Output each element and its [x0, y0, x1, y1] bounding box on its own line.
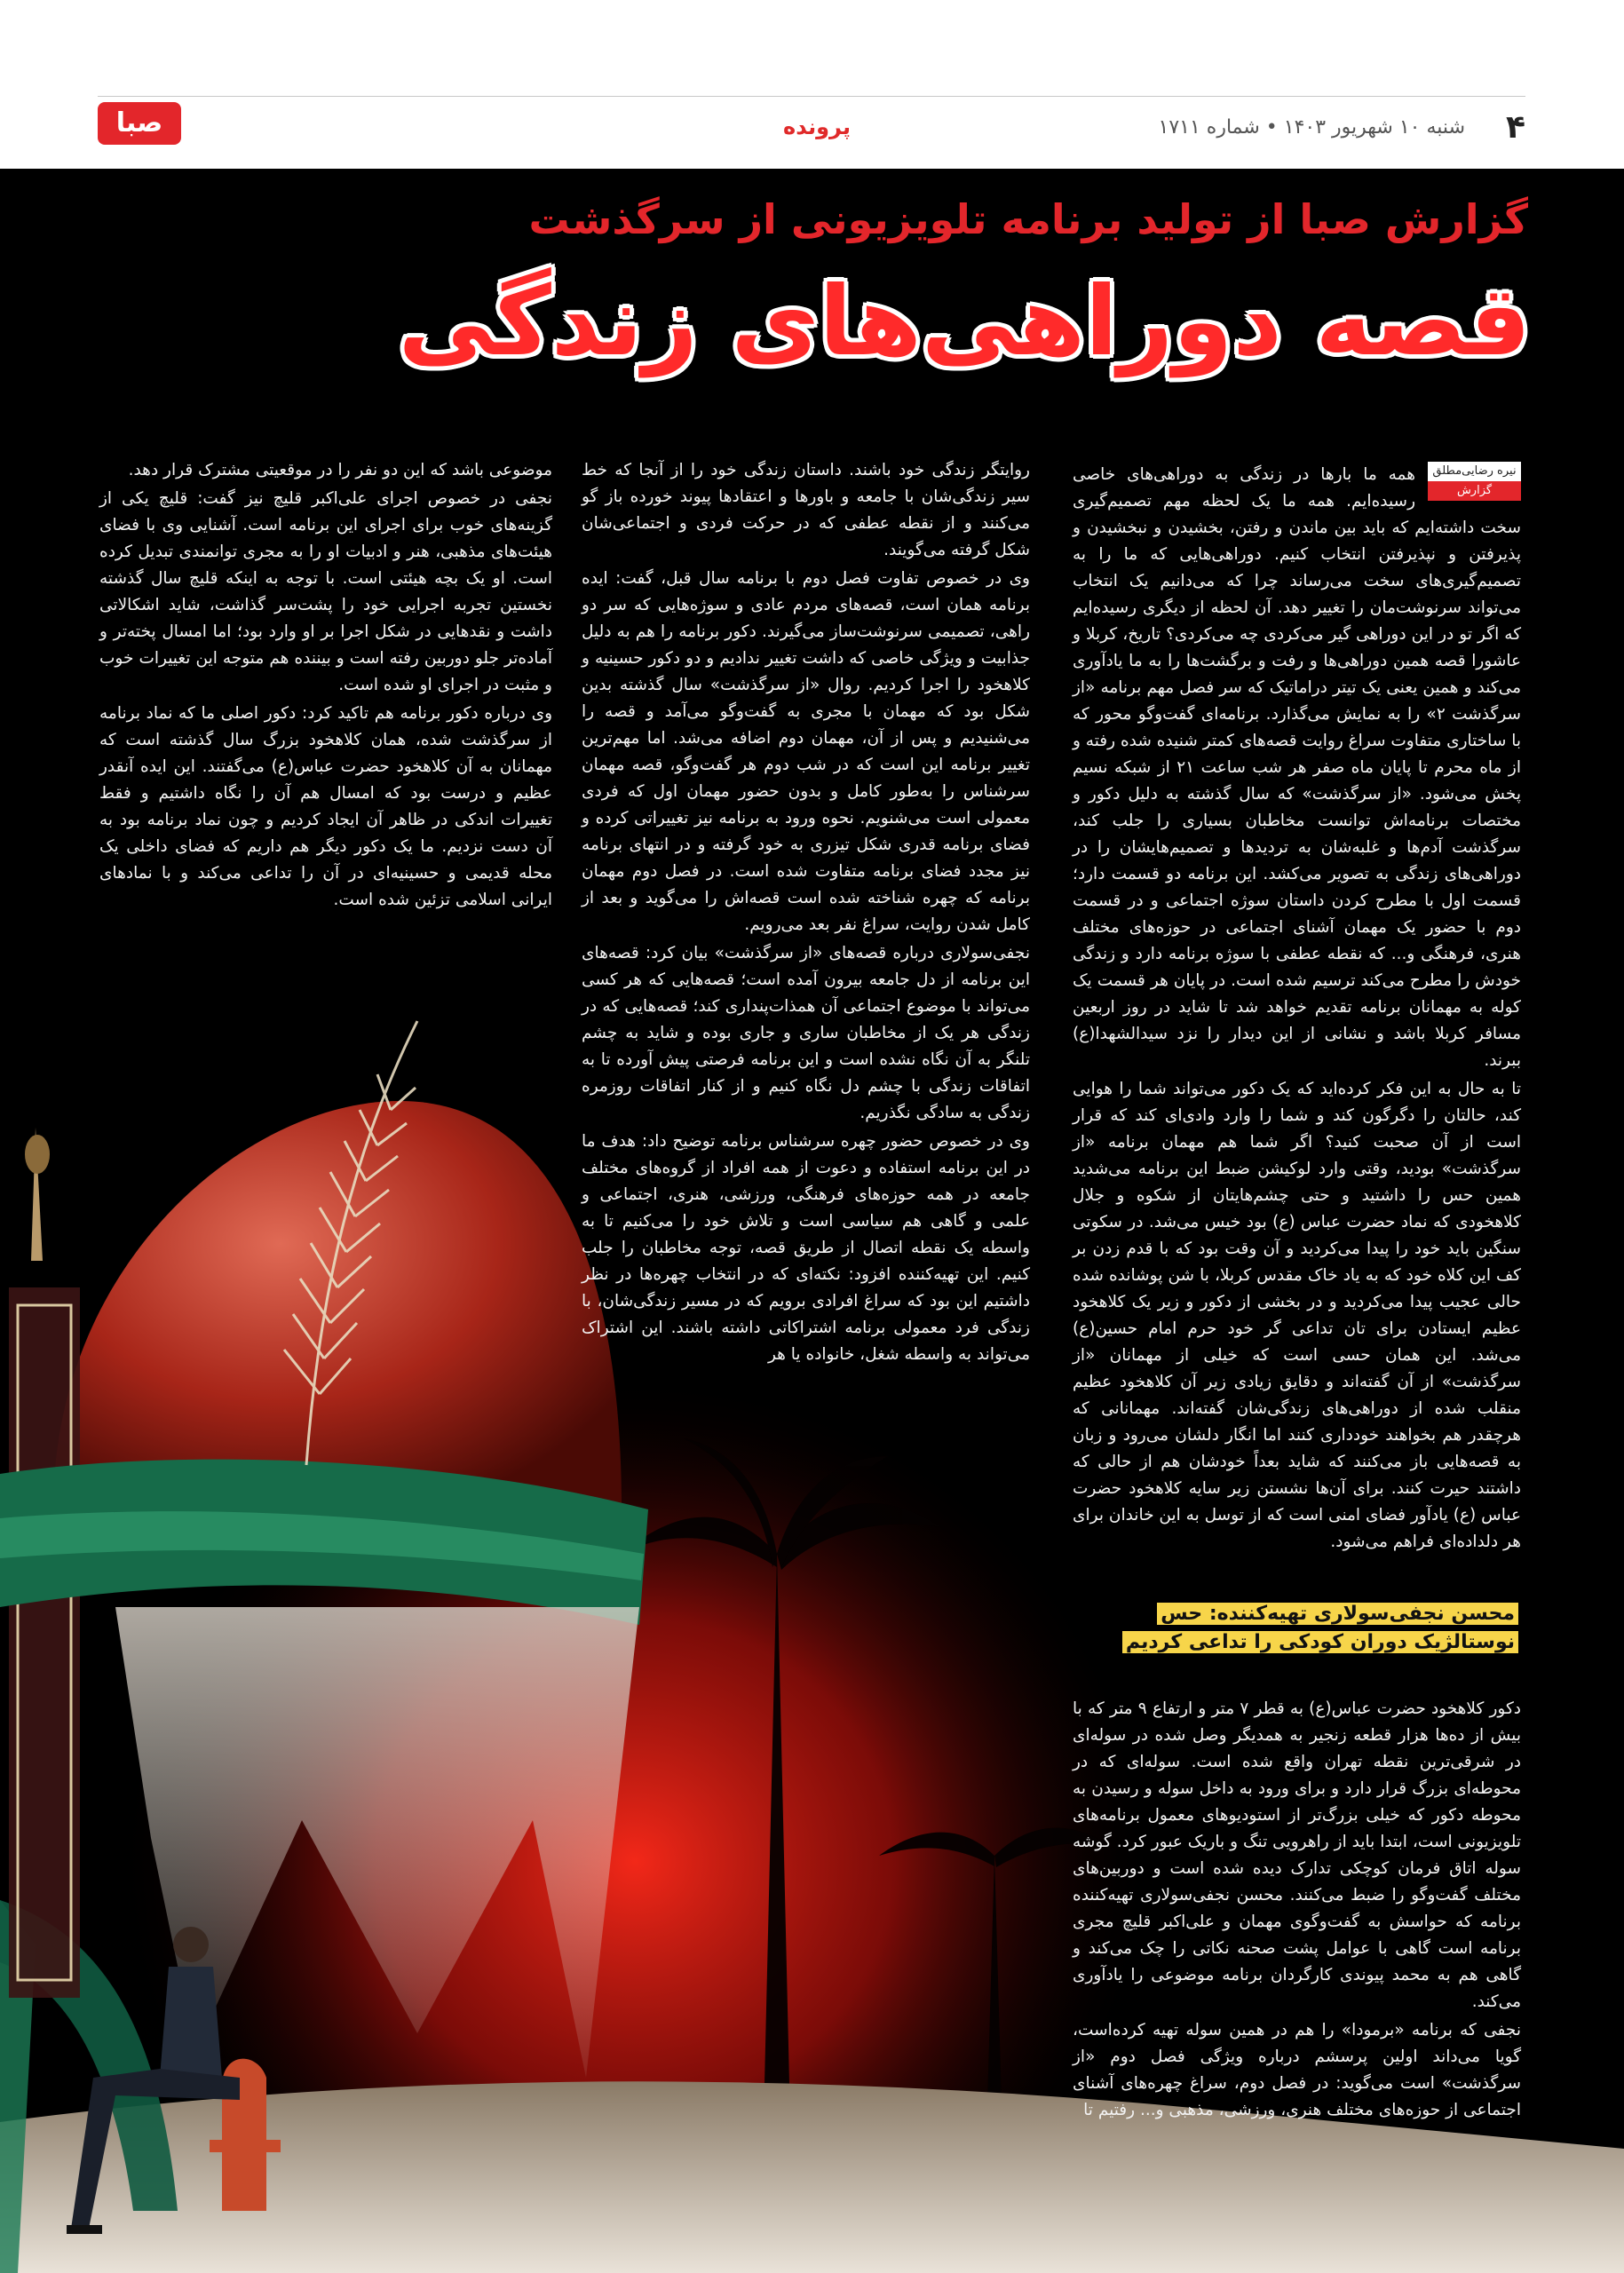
article-column-right [1073, 462, 1521, 1557]
paragraph: نجفی در خصوص اجرای علی‌اکبر قلیچ نیز گفت: قلیچ یکی از گزینه‌های خوب برای اجرای این برنامه است. آشنایی وی با فضای هیئت‌های مذهبی، هنر و ادبیات او را به مجری توانمندی تبدیل کرده است. او یک بچه هیئتی است. با توجه به اینکه قلیچ سال گذشته نخستین تجربه اجرایی خود را پشت‌سر گذاشت، شاید اشکالاتی داشت و نقدهایی در شکل اجرا بر او وارد بود؛ اما امسال پخته‌تر و آماده‌تر جلو دوربین رفته است و بیننده هم متوجه این تغییرات خوب و مثبت در اجرای او شده است. [99, 489, 552, 694]
paragraph: موضوعی باشد که این دو نفر را در موقعیتی مشترک قرار دهد. [128, 461, 552, 479]
paragraph: همه ما بارها در زندگی به دوراهی‌های خاصی رسیده‌ایم. همه ما یک لحظه مهم تصمیم‌گیری سخت داشته‌ایم که باید بین ماندن و رفتن، بخشیدن و نبخشیدن و پذیرفتن و نپذیرفتن انتخاب کنیم. دوراهی‌هایی که ما را به تصمیم‌گیری‌های سخت می‌رساند چرا که می‌دانیم یک انتخاب می‌تواند سرنوشت‌مان را تغییر دهد. آن لحظه از دیگری رسیده‌ایم که اگر تو در این دوراهی گیر می‌کردی چه می‌کردی؟ تاریخ، کربلا و عاشورا قصه همین دوراهی‌ها و رفت و برگشت‌ها را به ما یادآوری می‌کند و همین یعنی یک تیتر دراماتیک که سر فصل مهم برنامه «از سرگذشت ۲» را به نمایش می‌گذارد. برنامه‌ای گفت‌وگو محور که با ساختاری متفاوت سراغ روایت قصه‌های کمتر شنیده شده رفته و از ماه محرم تا پایان ماه صفر هر شب ساعت ۲۱ از شبکه نسیم پخش می‌شود. «از سرگذشت» که سال گذشته به دلیل دکور و مختصات برنامه‌اش توانست مخاطبان بسیاری را جلب کند، سرگذشت آدم‌ها و غلبه‌شان به تردیدها و تصمیم‌هایشان را در دوراهی‌های زندگی به تصویر می‌کشد. این برنامه دو قسمت دارد؛ قسمت اول با مطرح کردن داستان سوژه اجتماعی و در قسمت دوم با حضور یک مهمان آشنای اجتماعی در حوزه‌های مختلف هنری، فرهنگی و... که نقطه عطفی با سوژه برنامه دارد و زندگی خودش را مطرح می‌کند ترسیم شده است. در پایان هر قسمت یک کوله به مهمانان برنامه تقدیم خواهد شد تا شاید در روز اربعین مسافر کربلا باشد و نشانی از این دیدار را نزد سیدالشهدا(ع) ببرند. [1072, 465, 1521, 1070]
subhead-text: محسن نجفی‌سولاری تهیه‌کننده: حس نوستالژیک دوران کودکی را تداعی کردیم [1122, 1603, 1518, 1653]
logo-text: صبا [115, 107, 163, 139]
issue-info: شنبه ۱۰ شهریور ۱۴۰۳ • شماره ۱۷۱۱ [1158, 116, 1465, 139]
paragraph: نجفی‌سولاری درباره قصه‌های «از سرگذشت» بیان کرد: قصه‌های این برنامه از دل جامعه بیرون آمده است؛ قصه‌هایی که هر کسی می‌تواند با موضوع اجتماعی آن همذات‌پنداری کند؛ قصه‌هایی که در زندگی هر یک از مخاطبان ساری و جاری بوده و شاید به چشم تلنگر به آن نگاه نشده است و این برنامه فرصتی پیش آورده تا به اتفاقات زندگی با چشم دل نگاه کنیم و از کنار اتفاقات روزمره زندگی به سادگی نگذریم. [582, 944, 1030, 1122]
article-title: قصه دوراهی‌های زندگی [398, 266, 1531, 377]
paragraph: وی در خصوص تفاوت فصل دوم با برنامه سال قبل، گفت: ایده برنامه همان است، قصه‌های مردم عادی و سوژه‌هایی که سر دو راهی، تصمیمی سرنوشت‌ساز می‌گیرند. دکور برنامه را هم به دلیل جذابیت و ویژگی خاصی که داشت تغییر ندادیم و دو دکور حسینیه و کلاهخود را اجرا کردیم. روال «از سرگذشت» سال گذشته بدین شکل بود که مهمان با مجری به گفت‌وگو می‌آمد و قصه را می‌شنیدیم و پس از آن، مهمان دوم اضافه می‌شد. اما مهم‌ترین تغییر برنامه این است که در شب دوم هر گفت‌وگو، قصه مهمان سرشناس را به‌طور کامل و بدون حضور مهمان اول که فردی معمولی است می‌شنویم. نحوه ورود به برنامه نیز تغییراتی کرده و فضای برنامه قدری شکل تیزری به خود گرفته و در انتهای برنامه نیز مجدد فضای برنامه متفاوت شده است. در فصل دوم مهمان برنامه که چهره شناخته شده است قصه‌اش را می‌گوید و بعد از کامل شدن روایت، سراغ نفر بعد می‌رویم. [582, 569, 1030, 934]
page-number: ۴ [1506, 109, 1525, 146]
paragraph: وی درباره دکور برنامه هم تاکید کرد: دکور اصلی ما که نماد برنامه از سرگذشت شده، همان کلاهخود بزرگ سال گذشته است که مهمانان به آن کلاهخود حضرت عباس(ع) می‌گفتند. این ایده آنقدر عظیم و درست بود که امسال هم آن را نگاه داشتیم و فقط تغییرات اندکی در ظاهر آن ایجاد کردیم و چون نماد برنامه بود به آن دست نزدیم. ما یک دکور دیگر هم داریم که فضای داخلی یک محله قدیمی و حسینیه‌ای در آن را تداعی می‌کند و با نمادهای ایرانی اسلامی تزئین شده است. [99, 704, 552, 909]
paragraph: روایتگر زندگی خود باشند. داستان زندگی خود را از آنجا که خط سیر زندگی‌شان با جامعه و باورها و اعتقادها پیوند خورده باز گو می‌کنند و از نقطه عطفی که در حرکت فردی و اجتماعی‌شان شکل گرفته می‌گویند. [582, 461, 1030, 559]
article-column-right-lower [1073, 1696, 1521, 2126]
article-column-middle [582, 457, 1030, 1370]
paragraph: نجفی که برنامه «برمودا» را هم در همین سوله تهیه کرده‌است، گویا می‌داند اولین پرسشم درباره ویژگی فصل دوم «از سرگذشت» است می‌گوید: در فصل دوم، سراغ چهره‌های آشنای اجتماعی از حوزه‌های مختلف هنری، ورزشی، مذهبی و... رفتیم تا [1073, 2021, 1521, 2119]
paragraph: وی در خصوص حضور چهره سرشناس برنامه توضیح داد: هدف ما در این برنامه استفاده و دعوت از همه افراد از گروه‌های مختلف جامعه در همه حوزه‌های فرهنگی، ورزشی، هنری، اجتماعی و علمی و گاهی هم سیاسی است و تلاش خود را می‌کنیم تا به واسطه یک نقطه اتصال از طریق قصه، توجه مخاطبان را جلب کنیم. این تهیه‌کننده افزود: نکته‌ای که در انتخاب چهره‌ها در نظر داشتیم این بود که سراغ افرادی برویم که در مسیر زندگی‌شان، با زندگی فرد معمولی برنامه اشتراکاتی داشته باشند. این اشتراک می‌تواند به واسطه شغل، خانواده یا هر [582, 1132, 1030, 1364]
interview-subhead [1074, 1600, 1518, 1657]
article-supertitle: گزارش صبا از تولید برنامه تلویزیونی از سرگذشت [528, 195, 1528, 243]
paragraph: تا به حال به این فکر کرده‌اید که یک دکور می‌تواند شما را هوایی کند، حالتان را دگرگون کند و شما را وارد وادی‌ای کند که قرار است از آن صحبت کنید؟ اگر شما هم مهمان برنامه «از سرگذشت» بودید، وقتی وارد لوکیشن ضبط این برنامه می‌شدید همین حس را داشتید و حتی چشم‌هایتان از شکوه و جلال کلاهخودی که نماد حضرت عباس (ع) بود خیس می‌شد. در سکوتی سنگین باید خود را پیدا می‌کردید و آن وقت بود که با قدم زدن بر کف این کلاه خود که به یاد خاک مقدس کربلا، با شن پوشانده شده حالی عجیب پیدا می‌کردید و در بخشی از دکور و زیر یک کلاهخود عظیم ایستادن برای تان تداعی گر خود حرم امام حسین(ع) می‌شد. این همان حسی است که خیلی از مهمانان «از سرگذشت» از آن گفته‌اند و دقایق زیادی زیر آن کلاهخود عظیم منقلب شده از دوراهی‌های زندگی‌شان گفته‌اند. مهمانانی که هرچقدر هم بخواهند خودداری کنند اما انگار دلشان می‌رود و زبان به قصه‌هایی باز می‌کنند که شاید بعداً خودشان هم از حالی که داشتند حیرت کنند. برای آن‌ها نشستن زیر سایه کلاهخود حضرت عباس (ع) یادآور فضای امنی است که از توسل به این خاندان برای هر دلداده‌ای فراهم می‌شود. [1073, 1080, 1521, 1551]
article-column-left [99, 457, 552, 915]
paragraph: دکور کلاهخود حضرت عباس(ع) به قطر ۷ متر و ارتفاع ۹ متر که با بیش از ده‌ها هزار قطعه زنجیر به همدیگر وصل شده در سوله‌ای در شرقی‌ترین نقطه تهران واقع شده است. سوله‌ای که در محوطه‌ای بزرگ قرار دارد و برای ورود به داخل سوله و رسیدن به محوطه دکور که خیلی بزرگ‌تر از استودیوهای معمول برنامه‌های تلویزیونی است، ابتدا باید از راهرویی تنگ و باریک عبور کرد. گوشه سوله اتاق فرمان کوچکی تدارک دیده شده است و دوربین‌های مختلف گفت‌وگو را ضبط می‌کنند. محسن نجفی‌سولاری تهیه‌کننده برنامه که حواسش به گفت‌وگوی مهمان و علی‌اکبر قلیچ مجری برنامه است گاهی با عوامل پشت صحنه نکاتی را چک می‌کند و گاهی هم به محمد پیوندی کارگردان برنامه موضوعی را یادآوری می‌کند. [1073, 1699, 1521, 2011]
byline-box [1428, 462, 1521, 501]
article-panel [0, 169, 1624, 2273]
byline-author: نیره رضایی‌مطلق [1428, 462, 1521, 481]
section-label[interactable]: پرونده [783, 115, 851, 139]
byline-type: گزارش [1428, 481, 1521, 501]
page-header [98, 96, 1525, 152]
newspaper-logo[interactable] [98, 102, 181, 145]
